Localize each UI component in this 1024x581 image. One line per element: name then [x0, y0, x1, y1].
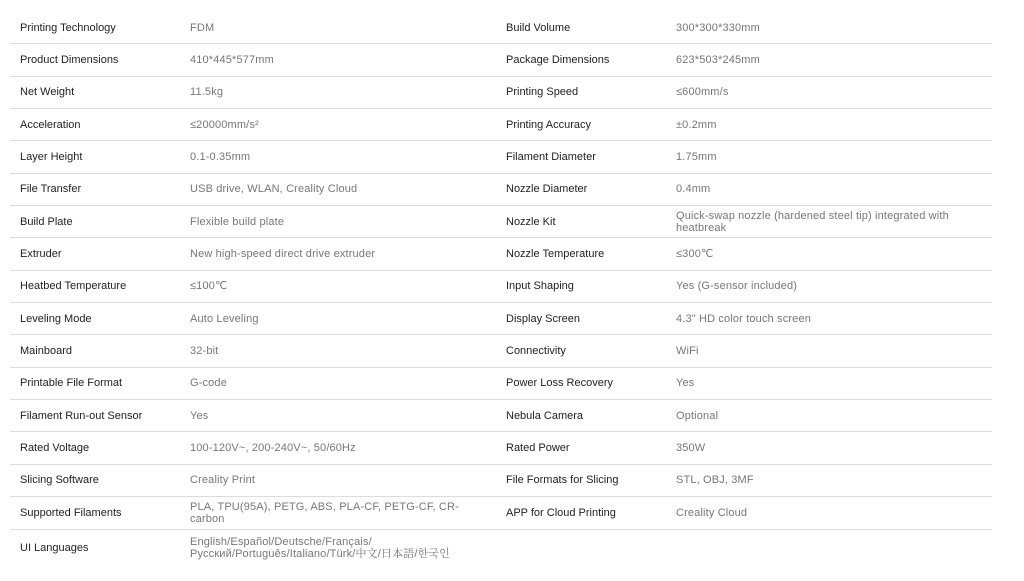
- spec-value: WiFi: [676, 345, 699, 358]
- spec-value: Creality Cloud: [676, 506, 748, 519]
- spec-label: Build Volume: [506, 21, 571, 34]
- spec-row: [10, 174, 992, 206]
- spec-value: ≤600mm/s: [676, 86, 729, 99]
- spec-value: Yes: [676, 377, 695, 390]
- spec-row: [10, 335, 992, 367]
- spec-row: [10, 497, 992, 529]
- spec-row: [10, 303, 992, 335]
- spec-label: Display Screen: [506, 312, 580, 325]
- spec-value: Yes: [190, 409, 209, 422]
- spec-label: Rated Power: [506, 442, 570, 455]
- spec-label: File Transfer: [20, 183, 82, 196]
- spec-label: Nebula Camera: [506, 409, 584, 422]
- spec-table: [10, 12, 992, 566]
- spec-label: File Formats for Slicing: [506, 474, 619, 487]
- spec-label: Nozzle Diameter: [506, 183, 588, 196]
- spec-row: [10, 400, 992, 432]
- spec-value: 0.4mm: [676, 183, 711, 196]
- spec-row: [10, 238, 992, 270]
- spec-row: [10, 465, 992, 497]
- spec-value: Auto Leveling: [190, 312, 259, 325]
- spec-label: Leveling Mode: [20, 312, 92, 325]
- spec-label: Net Weight: [20, 86, 75, 99]
- spec-label: Filament Run-out Sensor: [20, 409, 143, 422]
- spec-row: [10, 141, 992, 173]
- spec-row: [10, 44, 992, 76]
- spec-row: [10, 271, 992, 303]
- spec-label: Printing Accuracy: [506, 118, 591, 131]
- spec-value: FDM: [190, 21, 215, 34]
- spec-label: Heatbed Temperature: [20, 280, 127, 293]
- spec-label: Printing Technology: [20, 21, 116, 34]
- spec-value: G-code: [190, 377, 227, 390]
- spec-label: Extruder: [20, 248, 62, 261]
- spec-row: [10, 206, 992, 238]
- spec-row: [10, 109, 992, 141]
- spec-row: [10, 12, 992, 44]
- spec-label: Filament Diameter: [506, 151, 596, 164]
- spec-label: Power Loss Recovery: [506, 377, 613, 390]
- spec-value: 350W: [676, 442, 706, 455]
- spec-value: New high-speed direct drive extruder: [190, 248, 376, 261]
- spec-value: Quick-swap nozzle (hardened steel tip) integrated with heatbreak: [676, 209, 949, 234]
- spec-value: 11.5kg: [190, 86, 224, 99]
- spec-value: 300*300*330mm: [676, 21, 760, 34]
- spec-value: Creality Print: [190, 474, 256, 487]
- spec-value: 1.75mm: [676, 151, 717, 164]
- spec-label: Build Plate: [20, 215, 73, 228]
- spec-label: Acceleration: [20, 118, 81, 131]
- spec-label: Input Shaping: [506, 280, 574, 293]
- spec-value: ≤100℃: [190, 280, 228, 293]
- spec-label: Package Dimensions: [506, 54, 610, 67]
- spec-label: Supported Filaments: [20, 506, 122, 519]
- spec-row: [10, 530, 992, 566]
- spec-label: Nozzle Kit: [506, 215, 556, 228]
- spec-row: [10, 77, 992, 109]
- spec-label: APP for Cloud Printing: [506, 506, 616, 519]
- spec-label: Mainboard: [20, 345, 72, 358]
- spec-value: Optional: [676, 409, 719, 422]
- spec-row: [10, 432, 992, 464]
- spec-value: 100-120V~, 200-240V~, 50/60Hz: [190, 442, 356, 455]
- spec-value: ≤20000mm/s²: [190, 118, 259, 131]
- spec-label: UI Languages: [20, 541, 89, 554]
- spec-row: [10, 368, 992, 400]
- spec-label: Slicing Software: [20, 474, 99, 487]
- spec-label: Printable File Format: [20, 377, 123, 390]
- spec-label: Nozzle Temperature: [506, 248, 605, 261]
- spec-value: 0.1-0.35mm: [190, 151, 251, 164]
- spec-value: ±0.2mm: [676, 118, 717, 131]
- spec-value: 623*503*245mm: [676, 54, 760, 67]
- spec-value: ≤300℃: [676, 248, 714, 261]
- spec-label: Printing Speed: [506, 86, 579, 99]
- spec-value: USB drive, WLAN, Creality Cloud: [190, 183, 358, 196]
- spec-label: Layer Height: [20, 151, 83, 164]
- spec-value: PLA, TPU(95A), PETG, ABS, PLA-CF, PETG-CF, CR-carbon: [190, 500, 459, 525]
- spec-label: Product Dimensions: [20, 54, 119, 67]
- spec-value: English/Español/Deutsche/Français/Русский/Português/Italiano/Türk/中文/日本語/한국인: [190, 535, 450, 560]
- spec-value: Yes (G-sensor included): [676, 280, 798, 293]
- spec-value: Flexible build plate: [190, 215, 285, 228]
- spec-value: 4.3" HD color touch screen: [676, 312, 811, 325]
- spec-value: 32-bit: [190, 345, 219, 358]
- spec-label: Connectivity: [506, 345, 566, 358]
- spec-label: Rated Voltage: [20, 442, 90, 455]
- spec-value: 410*445*577mm: [190, 54, 274, 67]
- spec-value: STL, OBJ, 3MF: [676, 474, 754, 487]
